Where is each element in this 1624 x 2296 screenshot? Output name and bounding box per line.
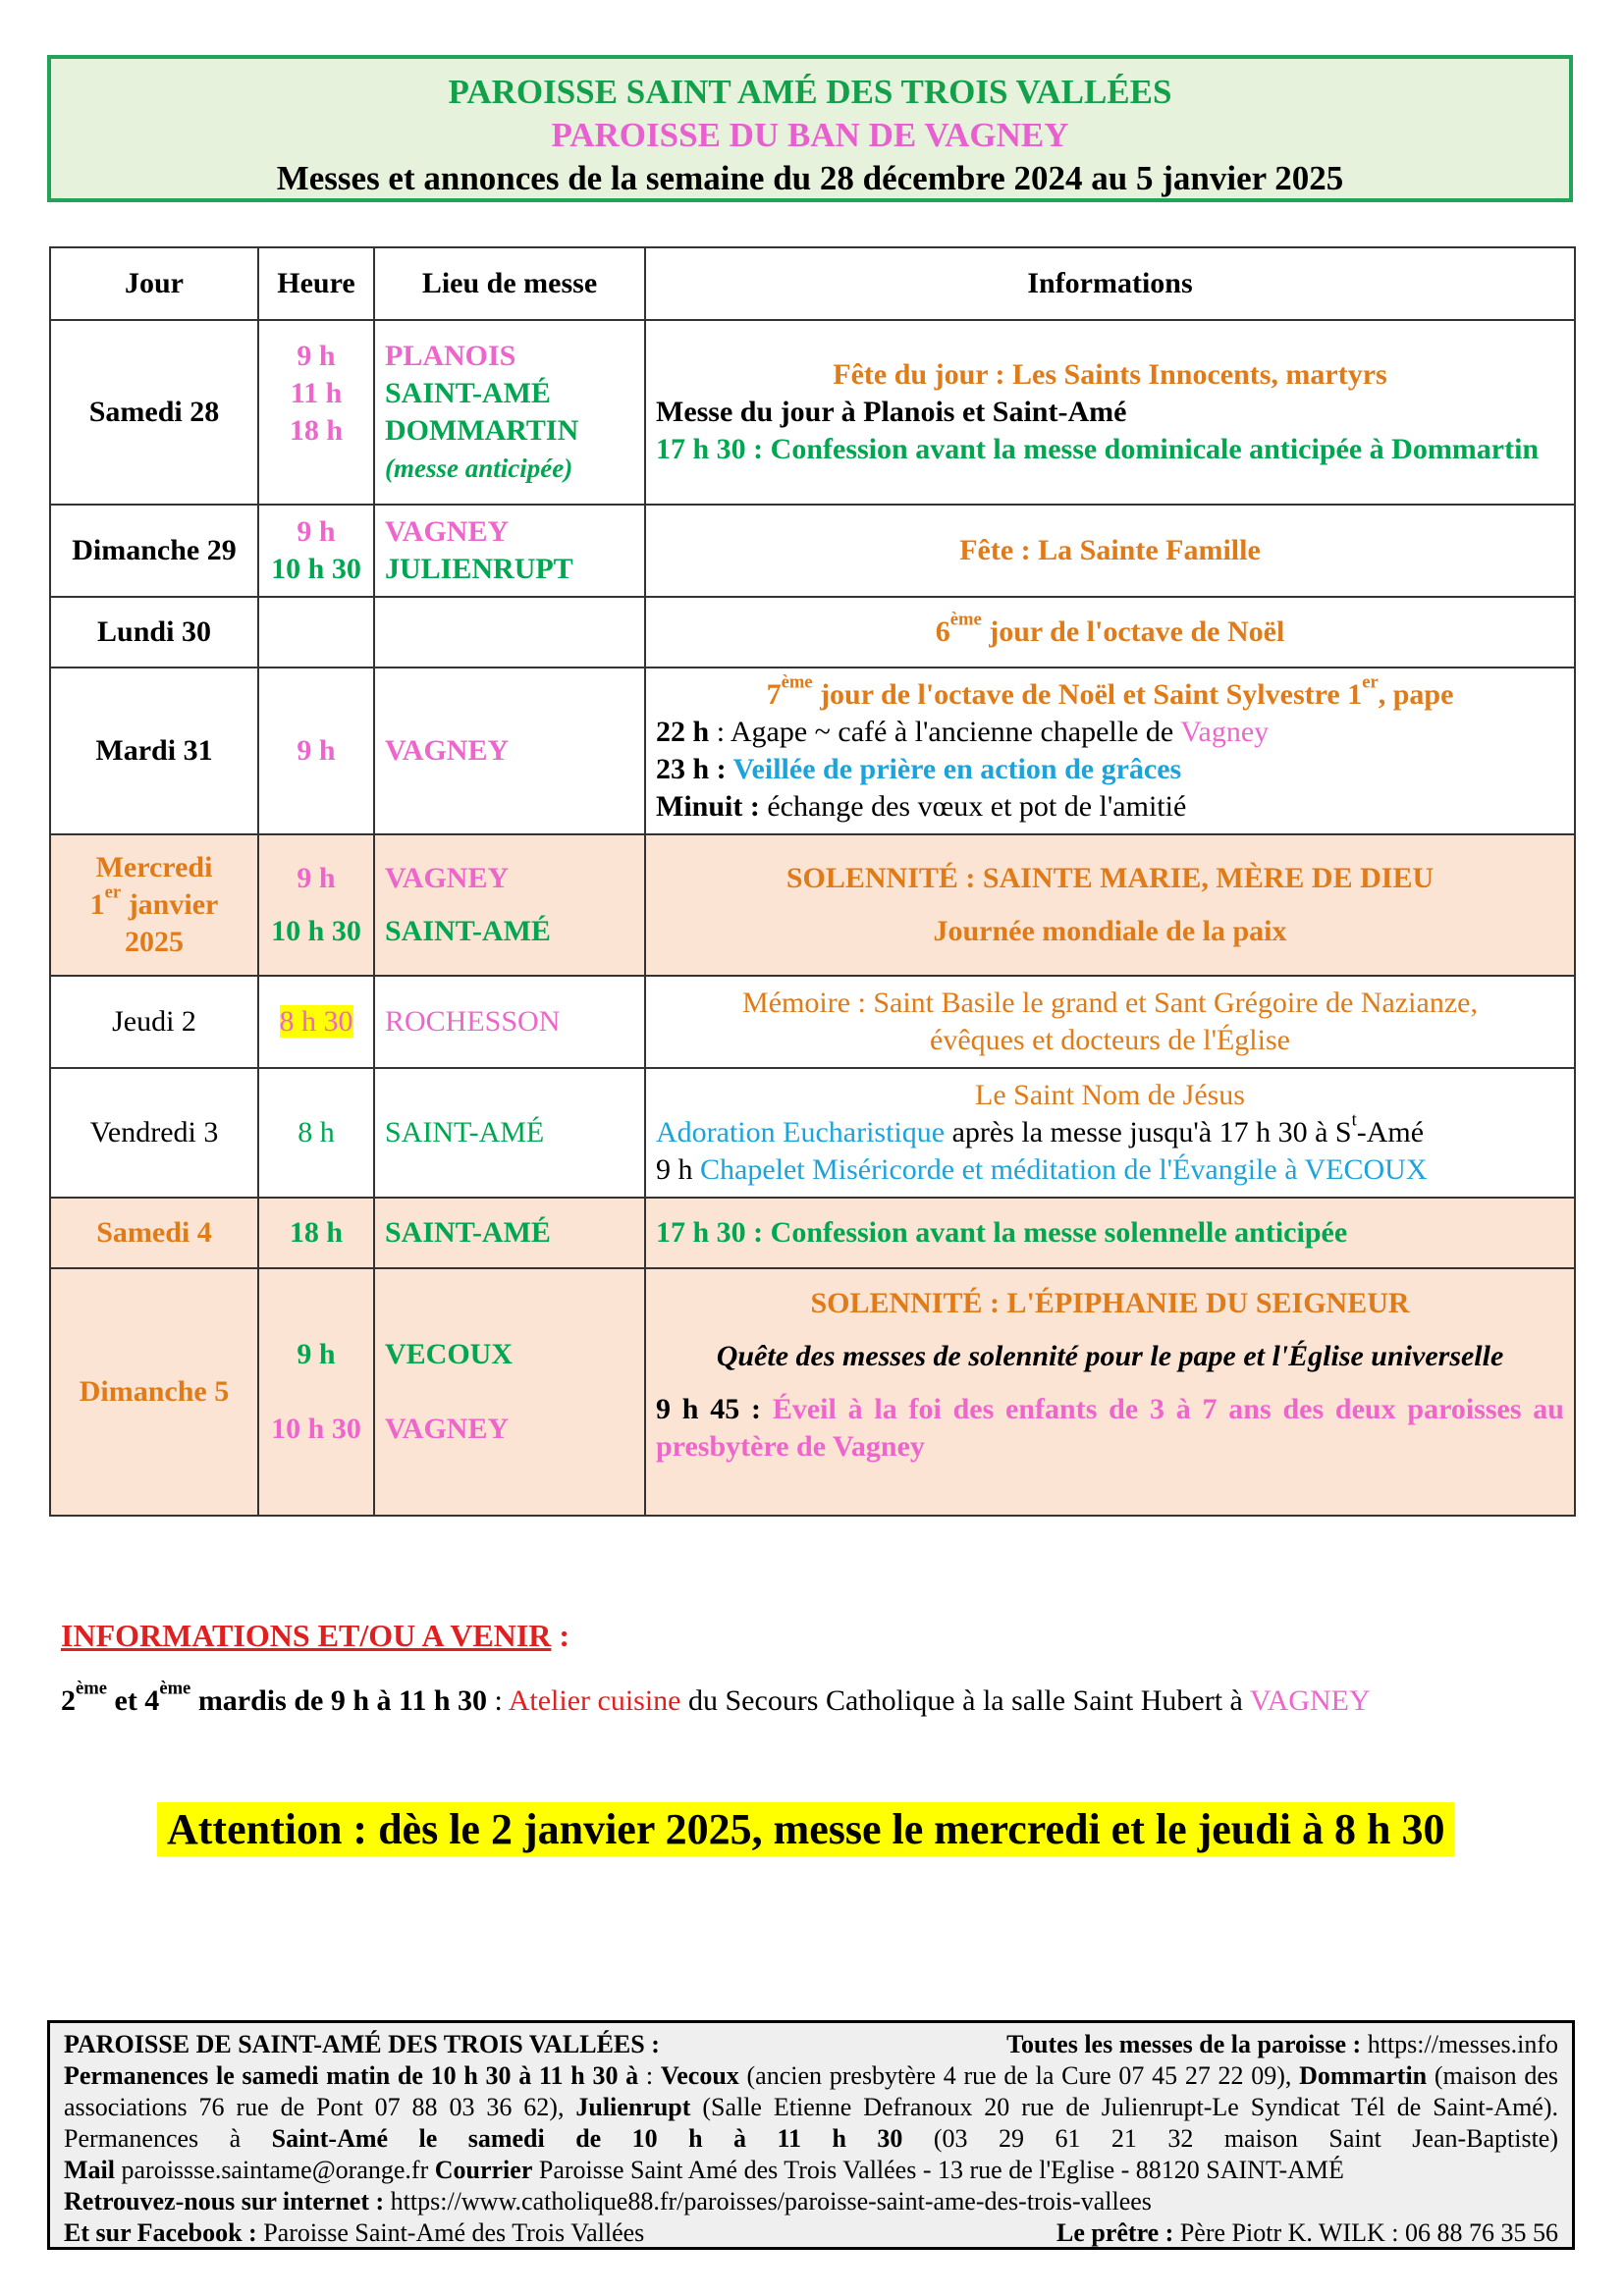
info-ordinal: 6 bbox=[935, 615, 950, 648]
time-value: 9 h bbox=[297, 340, 336, 372]
footer-line bbox=[64, 2186, 1558, 2217]
info-text: , pape bbox=[1378, 678, 1454, 711]
informations-heading-colon: : bbox=[551, 1618, 569, 1653]
place-cell: SAINT-AMÉ bbox=[374, 1068, 645, 1198]
info-cell bbox=[645, 976, 1575, 1068]
info-line: SOLENNITÉ : L'ÉPIPHANIE DU SEIGNEUR bbox=[810, 1287, 1410, 1319]
info-time: 9 h 45 : bbox=[656, 1393, 773, 1425]
info-time: Minuit : bbox=[656, 790, 760, 823]
place-value: VECOUX bbox=[385, 1338, 514, 1370]
footer-link[interactable]: Paroisse Saint-Amé des Trois Vallées bbox=[256, 2218, 645, 2247]
time-value: 8 h 30 bbox=[279, 1005, 353, 1038]
time-cell bbox=[258, 1268, 374, 1516]
info-line bbox=[656, 1391, 1564, 1466]
table-row bbox=[50, 976, 1575, 1068]
week-title: Messes et annonces de la semaine du 28 décembre 2024 au 5 janvier 2025 bbox=[276, 159, 1344, 197]
info-line bbox=[656, 671, 1564, 714]
time-cell: 18 h bbox=[258, 1198, 374, 1268]
place-cell bbox=[374, 320, 645, 505]
time-cell: 8 h bbox=[258, 1068, 374, 1198]
footer-link[interactable]: https://www.catholique88.fr/paroisses/paroisse-saint-ame-des-trois-vallees bbox=[384, 2187, 1152, 2216]
time-value: 11 h bbox=[290, 377, 343, 409]
info-line bbox=[656, 714, 1564, 751]
footer-email[interactable]: paroissse.saintame@orange.fr bbox=[115, 2156, 435, 2184]
info-line: Mémoire : Saint Basile le grand et Sant Grégoire de Nazianze, bbox=[742, 987, 1478, 1019]
time-cell bbox=[258, 505, 374, 597]
info-text: Éveil à la foi des enfants de 3 à 7 ans des deux paroisses au presbytère de Vagney bbox=[656, 1393, 1564, 1463]
info-line: évêques et docteurs de l'Église bbox=[930, 1024, 1290, 1056]
info-ordinal-suffix: ème bbox=[949, 609, 982, 630]
informations-heading-text: INFORMATIONS ET/OU A VENIR bbox=[61, 1618, 552, 1653]
info-text: Adoration Eucharistique bbox=[656, 1116, 946, 1148]
info-ordinal-suffix: ème bbox=[76, 1678, 107, 1699]
footer-address: Paroisse Saint Amé des Trois Vallées - 13 rue de l'Eglise - 88120 SAINT-AMÉ bbox=[532, 2156, 1344, 2184]
parish-title-1: PAROISSE SAINT AMÉ DES TROIS VALLÉES bbox=[448, 73, 1172, 111]
time-value: 10 h 30 bbox=[271, 1413, 361, 1445]
footer-facebook bbox=[64, 2217, 644, 2249]
info-line: Le Saint Nom de Jésus bbox=[975, 1079, 1245, 1111]
table-row bbox=[50, 597, 1575, 667]
info-cell bbox=[645, 667, 1575, 834]
informations-heading bbox=[61, 1618, 569, 1654]
day-cell: Jeudi 2 bbox=[50, 976, 258, 1068]
footer-label: Toutes les messes de la paroisse : bbox=[1006, 2030, 1362, 2058]
info-text: -Amé bbox=[1356, 1116, 1425, 1148]
time-value: 9 h bbox=[297, 862, 336, 894]
info-line: Quête des messes de solennité pour le pape et l'Église universelle bbox=[716, 1340, 1504, 1372]
day-cell: Dimanche 5 bbox=[50, 1268, 258, 1516]
footer-line bbox=[64, 2217, 1558, 2249]
info-text: du Secours Catholique à la salle Saint Hubert à bbox=[680, 1684, 1250, 1717]
info-suffix: t bbox=[1351, 1109, 1357, 1131]
time-cell bbox=[258, 834, 374, 976]
time-value: 9 h bbox=[297, 515, 336, 548]
footer-masses bbox=[1006, 2029, 1558, 2060]
informations-line bbox=[61, 1678, 1371, 1718]
info-line: Journée mondiale de la paix bbox=[933, 915, 1287, 947]
info-text: Veillée de prière en action de grâces bbox=[726, 753, 1182, 785]
footer-place: Dommartin bbox=[1299, 2061, 1428, 2090]
time-cell bbox=[258, 976, 374, 1068]
col-header-day: Jour bbox=[50, 247, 258, 320]
footer-label: Et sur Facebook : bbox=[64, 2218, 257, 2247]
footer-text: (Salle Etienne Defranoux 20 rue de Julienrupt-Le Syndicat Tél de Saint-Amé). Permanences à bbox=[64, 2093, 1558, 2153]
info-ordinal: 2 bbox=[61, 1684, 76, 1717]
time-value: 10 h 30 bbox=[271, 915, 361, 947]
info-time: 9 h bbox=[656, 1153, 700, 1186]
info-line bbox=[656, 1151, 1564, 1189]
col-header-info: Informations bbox=[645, 247, 1575, 320]
footer-line bbox=[64, 2029, 1558, 2060]
info-cell bbox=[645, 1068, 1575, 1198]
time-cell bbox=[258, 597, 374, 667]
attention-banner: Attention : dès le 2 janvier 2025, messe le mercredi et le jeudi à 8 h 30 bbox=[157, 1802, 1454, 1856]
place-cell bbox=[374, 1268, 645, 1516]
table-row bbox=[50, 320, 1575, 505]
footer-label: Courrier bbox=[434, 2156, 533, 2184]
mass-schedule-table bbox=[49, 246, 1576, 1517]
footer-place: Saint-Amé le samedi de 10 h à 11 h 30 bbox=[271, 2124, 903, 2153]
info-ordinal-suffix: ème bbox=[781, 671, 813, 693]
col-header-time: Heure bbox=[258, 247, 374, 320]
info-cell bbox=[645, 597, 1575, 667]
footer-text: : bbox=[638, 2061, 661, 2090]
table-header-row bbox=[50, 247, 1575, 320]
info-text: : bbox=[487, 1684, 509, 1717]
place-value: PLANOIS bbox=[385, 340, 516, 372]
info-cell bbox=[645, 834, 1575, 976]
place-value: VAGNEY bbox=[385, 515, 510, 548]
place-value: JULIENRUPT bbox=[385, 553, 573, 585]
place-cell bbox=[374, 505, 645, 597]
info-line: 17 h 30 : Confession avant la messe dominicale anticipée à Dommartin bbox=[656, 433, 1540, 465]
day-suffix: er bbox=[104, 881, 122, 903]
info-ordinal-suffix: er bbox=[1362, 671, 1379, 693]
place-note: (messe anticipée) bbox=[385, 454, 573, 483]
parish-title-2: PAROISSE DU BAN DE VAGNEY bbox=[551, 116, 1069, 154]
info-time: mardis de 9 h à 11 h 30 bbox=[190, 1684, 488, 1717]
footer-label: Le prêtre : bbox=[1056, 2218, 1174, 2247]
info-line: Messe du jour à Planois et Saint-Amé bbox=[656, 396, 1127, 428]
day-month: janvier bbox=[121, 888, 219, 921]
day-cell: Mardi 31 bbox=[50, 667, 258, 834]
footer-label: Retrouvez-nous sur internet : bbox=[64, 2187, 385, 2216]
time-value: 10 h 30 bbox=[271, 553, 361, 585]
header-box bbox=[47, 55, 1573, 202]
day-cell: Samedi 4 bbox=[50, 1198, 258, 1268]
info-time: 23 h : bbox=[656, 753, 727, 785]
footer-text: Père Piotr K. WILK : 06 88 76 35 56 bbox=[1173, 2218, 1558, 2247]
day-year: 2025 bbox=[125, 926, 184, 958]
info-text: : Agape ~ café à l'ancienne chapelle de bbox=[709, 716, 1181, 748]
footer-place: Julienrupt bbox=[575, 2093, 691, 2121]
footer-label: Mail bbox=[64, 2156, 115, 2184]
info-line: SOLENNITÉ : SAINTE MARIE, MÈRE DE DIEU bbox=[785, 862, 1435, 894]
time-value: 18 h bbox=[289, 414, 344, 447]
info-text: jour de l'octave de Noël et Saint Sylvestre 1 bbox=[812, 678, 1363, 711]
info-cell bbox=[645, 320, 1575, 505]
table-row bbox=[50, 1068, 1575, 1198]
place-cell: ROCHESSON bbox=[374, 976, 645, 1068]
footer-label: Permanences le samedi matin de 10 h 30 à 11 h 30 à bbox=[64, 2061, 639, 2090]
footer-permanences bbox=[64, 2060, 1558, 2155]
info-text: échange des vœux et pot de l'amitié bbox=[759, 790, 1187, 823]
place-value: VAGNEY bbox=[385, 862, 510, 894]
info-text: Chapelet Miséricorde et méditation de l'Évangile à VECOUX bbox=[700, 1153, 1428, 1186]
day-cell: Lundi 30 bbox=[50, 597, 258, 667]
place-value: VAGNEY bbox=[385, 1413, 510, 1445]
footer-text: (ancien presbytère 4 rue de la Cure 07 45 27 22 09), bbox=[738, 2061, 1300, 2090]
day-cell: Vendredi 3 bbox=[50, 1068, 258, 1198]
footer-line bbox=[64, 2155, 1558, 2186]
place-value: SAINT-AMÉ bbox=[385, 915, 551, 947]
info-cell: Fête : La Sainte Famille bbox=[645, 505, 1575, 597]
info-time: 22 h bbox=[656, 716, 710, 748]
place-cell bbox=[374, 597, 645, 667]
day-cell bbox=[50, 834, 258, 976]
footer-parish-name: PAROISSE DE SAINT-AMÉ DES TROIS VALLÉES : bbox=[64, 2030, 660, 2058]
info-line bbox=[656, 1109, 1564, 1151]
footer-text: (maison des associations 76 rue de Pont 07 88 03 36 62), bbox=[64, 2061, 1559, 2121]
table-row bbox=[50, 1268, 1575, 1516]
info-cell bbox=[645, 1268, 1575, 1516]
place-cell bbox=[374, 834, 645, 976]
info-line: Fête du jour : Les Saints Innocents, martyrs bbox=[833, 358, 1387, 391]
place-value: SAINT-AMÉ bbox=[385, 377, 551, 409]
table-row bbox=[50, 834, 1575, 976]
info-text: et 4 bbox=[107, 1684, 160, 1717]
info-text: après la messe jusqu'à 17 h 30 à S bbox=[945, 1116, 1352, 1148]
info-cell: 17 h 30 : Confession avant la messe solennelle anticipée bbox=[645, 1198, 1575, 1268]
table-row bbox=[50, 505, 1575, 597]
place-value: DOMMARTIN bbox=[385, 414, 579, 447]
info-place: VAGNEY bbox=[1249, 1684, 1371, 1717]
footer-link[interactable]: https://messes.info bbox=[1361, 2030, 1558, 2058]
info-line bbox=[656, 751, 1564, 788]
day-cell: Dimanche 29 bbox=[50, 505, 258, 597]
time-cell: 9 h bbox=[258, 667, 374, 834]
spacer bbox=[269, 450, 363, 487]
info-line bbox=[656, 788, 1564, 826]
place-cell: VAGNEY bbox=[374, 667, 645, 834]
day-number: 1 bbox=[89, 888, 105, 921]
time-cell bbox=[258, 320, 374, 505]
footer-box bbox=[47, 2020, 1575, 2250]
place-cell: SAINT-AMÉ bbox=[374, 1198, 645, 1268]
day-text bbox=[61, 881, 247, 924]
table-row bbox=[50, 667, 1575, 834]
info-place: Vagney bbox=[1180, 716, 1270, 748]
info-ordinal-suffix: ème bbox=[159, 1678, 191, 1699]
day-cell: Samedi 28 bbox=[50, 320, 258, 505]
footer-place: Vecoux bbox=[660, 2061, 739, 2090]
footer-priest bbox=[1056, 2217, 1558, 2249]
day-text: Mercredi bbox=[95, 851, 213, 883]
time-value: 9 h bbox=[297, 1338, 336, 1370]
info-text: jour de l'octave de Noël bbox=[981, 615, 1285, 648]
info-ordinal: 7 bbox=[766, 678, 782, 711]
col-header-place: Lieu de messe bbox=[374, 247, 645, 320]
table-row bbox=[50, 1198, 1575, 1268]
info-activity: Atelier cuisine bbox=[508, 1684, 681, 1717]
footer-text: (03 29 61 21 32 maison Saint Jean-Baptiste) bbox=[902, 2124, 1559, 2153]
